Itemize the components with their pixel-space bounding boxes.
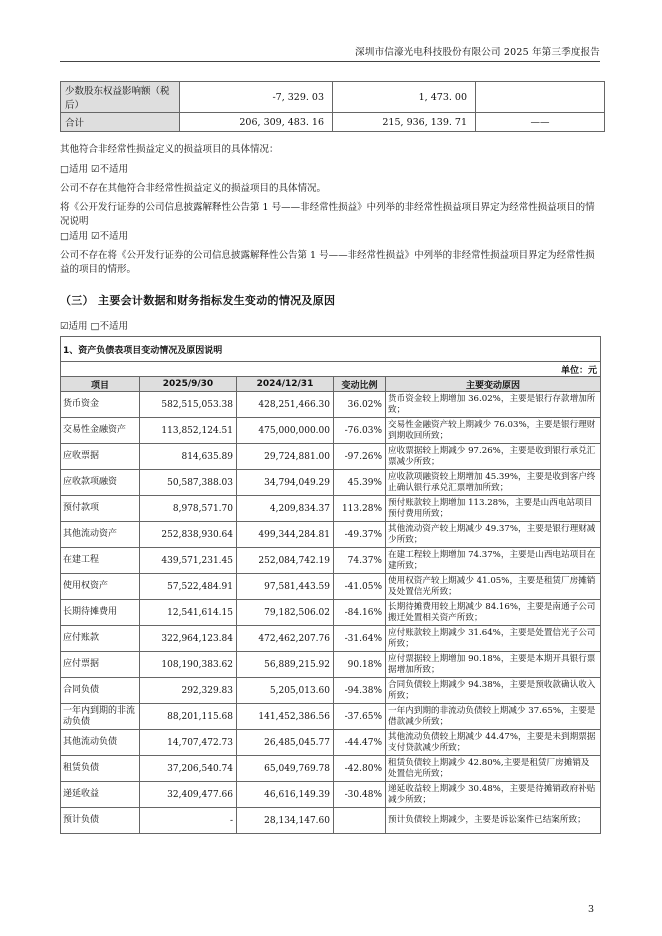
section-title: （三） 主要会计数据和财务指标发生变动的情况及原因 (60, 294, 336, 307)
change-reason: 应付票据较上期增加 90.18%，主要是本期开具银行票据增加所致； (386, 652, 601, 678)
change-percent: 113.28% (334, 496, 386, 522)
value-2025: 14,707,472.73 (140, 730, 237, 756)
change-reason: 使用权资产较上期减少 41.05%，主要是租赁厂房摊销及处置信光所致； (386, 574, 601, 600)
table-row (61, 678, 601, 704)
table-row (61, 470, 601, 496)
table-row (61, 392, 601, 418)
table-title: 1、资产负债表项目变动情况及原因说明 (61, 337, 601, 362)
table-row (61, 522, 601, 548)
change-percent: -41.05% (334, 574, 386, 600)
change-reason: 应收票据较上期减少 97.26%，主要是收到银行承兑汇票减少所致； (386, 444, 601, 470)
change-reason: 其他流动资产较上期减少 49.37%，主要是银行理财减少所致； (386, 522, 601, 548)
item-name: 应收票据 (61, 444, 140, 470)
value-2025: 113,852,124.51 (140, 418, 237, 444)
value-cell: 1, 473. 00 (333, 82, 476, 113)
change-percent: -94.38% (334, 678, 386, 704)
value-2024: 29,724,881.00 (237, 444, 334, 470)
value-2024: 472,462,207.76 (237, 626, 334, 652)
change-reason: 应付账款较上期减少 31.64%，主要是处置信光子公司所致； (386, 626, 601, 652)
change-percent: -30.48% (334, 782, 386, 808)
item-name: 合同负债 (61, 678, 140, 704)
page-header: 深圳市信濠光电科技股份有限公司 2025 年第三季度报告 (355, 47, 600, 58)
value-2024: 65,049,769.78 (237, 756, 334, 782)
item-name: 递延收益 (61, 782, 140, 808)
change-percent: 90.18% (334, 652, 386, 678)
value-2024: 475,000,000.00 (237, 418, 334, 444)
value-cell: -7, 329. 03 (180, 82, 333, 113)
item-name: 其他流动负债 (61, 730, 140, 756)
value-2024: 4,209,834.37 (237, 496, 334, 522)
value-2024: 5,205,013.60 (237, 678, 334, 704)
column-header: 变动比例 (334, 377, 386, 392)
value-2025: 88,201,115.68 (140, 704, 237, 730)
value-2024: 26,485,045.77 (237, 730, 334, 756)
value-2024: 79,182,506.02 (237, 600, 334, 626)
change-percent: 36.02% (334, 392, 386, 418)
value-2024: 141,452,386.56 (237, 704, 334, 730)
non-recurring-table (60, 81, 605, 132)
item-name: 预计负债 (61, 808, 140, 834)
value-2025: 8,978,571.70 (140, 496, 237, 522)
table-row (61, 782, 601, 808)
table-row (61, 756, 601, 782)
applicability-note: ☑适用 □不适用 (60, 321, 129, 332)
change-reason: 合同负债较上期减少 94.38%，主要是预收款确认收入所致； (386, 678, 601, 704)
change-reason: 预计负债较上期减少，主要是诉讼案件已结案所致； (386, 808, 601, 834)
value-2025: 814,635.89 (140, 444, 237, 470)
change-reason: 应收款项融资较上期增加 45.39%，主要是收到客户终止确认银行承兑汇票增加所致； (386, 470, 601, 496)
change-reason: 递延收益较上期减少 30.48%，主要是待摊销政府补贴减少所致； (386, 782, 601, 808)
table-row (61, 444, 601, 470)
item-name: 一年内到期的非流动负债 (61, 704, 140, 730)
value-2025: 322,964,123.84 (140, 626, 237, 652)
change-reason: 其他流动负债较上期减少 44.47%，主要是未到期票据支付贷款减少所致； (386, 730, 601, 756)
table-row (61, 652, 601, 678)
page-number: 3 (588, 904, 595, 915)
change-percent: -37.65% (334, 704, 386, 730)
row-label: 少数股东权益影响额（税后） (61, 82, 180, 113)
change-percent: -42.80% (334, 756, 386, 782)
table-row (61, 730, 601, 756)
paragraph: 其他符合非经常性损益定义的损益项目的具体情况： (60, 144, 279, 155)
change-reason: 租赁负债较上期减少 42.80%,主要是租赁厂房摊销及处置信光所致； (386, 756, 601, 782)
value-2025: 252,838,930.64 (140, 522, 237, 548)
item-name: 在建工程 (61, 548, 140, 574)
value-2024: 46,616,149.39 (237, 782, 334, 808)
value-2024: 97,581,443.59 (237, 574, 334, 600)
change-percent (334, 808, 386, 834)
change-percent: -84.16% (334, 600, 386, 626)
value-2024: 28,134,147.60 (237, 808, 334, 834)
change-reason: 预付账款较上期增加 113.28%，主要是山西电站项目预付费用所致； (386, 496, 601, 522)
item-name: 应收款项融资 (61, 470, 140, 496)
value-2024: 252,084,742.19 (237, 548, 334, 574)
item-name: 交易性金融资产 (61, 418, 140, 444)
value-2025: 12,541,614.15 (140, 600, 237, 626)
table-row (61, 548, 601, 574)
item-name: 长期待摊费用 (61, 600, 140, 626)
value-2025: 32,409,477.66 (140, 782, 237, 808)
change-percent: -44.47% (334, 730, 386, 756)
value-2025: 57,522,484.91 (140, 574, 237, 600)
change-reason: 交易性金融资产较上期减少 76.03%，主要是银行理财到期收回所致； (386, 418, 601, 444)
value-cell: 215, 936, 139. 71 (333, 113, 476, 132)
value-2025: 108,190,383.62 (140, 652, 237, 678)
change-percent: -76.03% (334, 418, 386, 444)
table-row (61, 418, 601, 444)
change-percent: -49.37% (334, 522, 386, 548)
value-2025: 37,206,540.74 (140, 756, 237, 782)
change-reason: 长期待摊费用较上期减少 84.16%，主要是南通子公司搬迁处置相关资产所致； (386, 600, 601, 626)
item-name: 货币资金 (61, 392, 140, 418)
applicability-note: □适用 ☑不适用 (60, 164, 129, 175)
table-row (61, 626, 601, 652)
change-reason: 在建工程较上期增加 74.37%，主要是山西电站项目在建所致； (386, 548, 601, 574)
change-percent: -31.64% (334, 626, 386, 652)
applicability-note: □适用 ☑不适用 (60, 231, 129, 242)
paragraph: 将《公开发行证券的公司信息披露解释性公告第 1 号——非经常性损益》中列举的非经常性损益项目界定为经常性损益项目的情况说明 (60, 202, 595, 227)
column-header: 项目 (61, 377, 140, 392)
table-row (61, 496, 601, 522)
paragraph: 公司不存在将《公开发行证券的公司信息披露解释性公告第 1 号——非经常性损益》中列举的非经常性损益项目界定为经常性损益的项目的情形。 (60, 250, 595, 275)
change-percent: -97.26% (334, 444, 386, 470)
value-2025: 582,515,053.38 (140, 392, 237, 418)
change-percent: 45.39% (334, 470, 386, 496)
change-percent: 74.37% (334, 548, 386, 574)
item-name: 其他流动资产 (61, 522, 140, 548)
item-name: 应付票据 (61, 652, 140, 678)
column-header: 2025/9/30 (140, 377, 237, 392)
value-2024: 34,794,049.29 (237, 470, 334, 496)
value-2024: 428,251,466.30 (237, 392, 334, 418)
row-label: 合计 (61, 113, 180, 132)
item-name: 使用权资产 (61, 574, 140, 600)
value-2025: 50,587,388.03 (140, 470, 237, 496)
item-name: 应付账款 (61, 626, 140, 652)
column-header: 2024/12/31 (237, 377, 334, 392)
value-cell (476, 82, 605, 113)
table-row (61, 808, 601, 834)
value-2025: - (140, 808, 237, 834)
balance-sheet-changes-table (60, 336, 601, 834)
table-row (61, 704, 601, 730)
unit-label: 单位：元 (61, 362, 601, 377)
header-row (61, 377, 601, 392)
column-header: 主要变动原因 (386, 377, 601, 392)
paragraph: 公司不存在其他符合非经常性损益定义的损益项目的具体情况。 (60, 183, 327, 194)
value-2025: 439,571,231.45 (140, 548, 237, 574)
item-name: 预付款项 (61, 496, 140, 522)
value-2025: 292,329.83 (140, 678, 237, 704)
item-name: 租赁负债 (61, 756, 140, 782)
value-cell: —— (476, 113, 605, 132)
value-2024: 56,889,215.92 (237, 652, 334, 678)
table-row (61, 113, 605, 132)
change-reason: 货币资金较上期增加 36.02%，主要是银行存款增加所致； (386, 392, 601, 418)
table-row (61, 600, 601, 626)
value-cell: 206, 309, 483. 16 (180, 113, 333, 132)
value-2024: 499,344,284.81 (237, 522, 334, 548)
change-reason: 一年内到期的非流动负债较上期减少 37.65%，主要是借款减少所致； (386, 704, 601, 730)
table-row (61, 82, 605, 113)
table-row (61, 574, 601, 600)
header-divider (60, 61, 600, 62)
